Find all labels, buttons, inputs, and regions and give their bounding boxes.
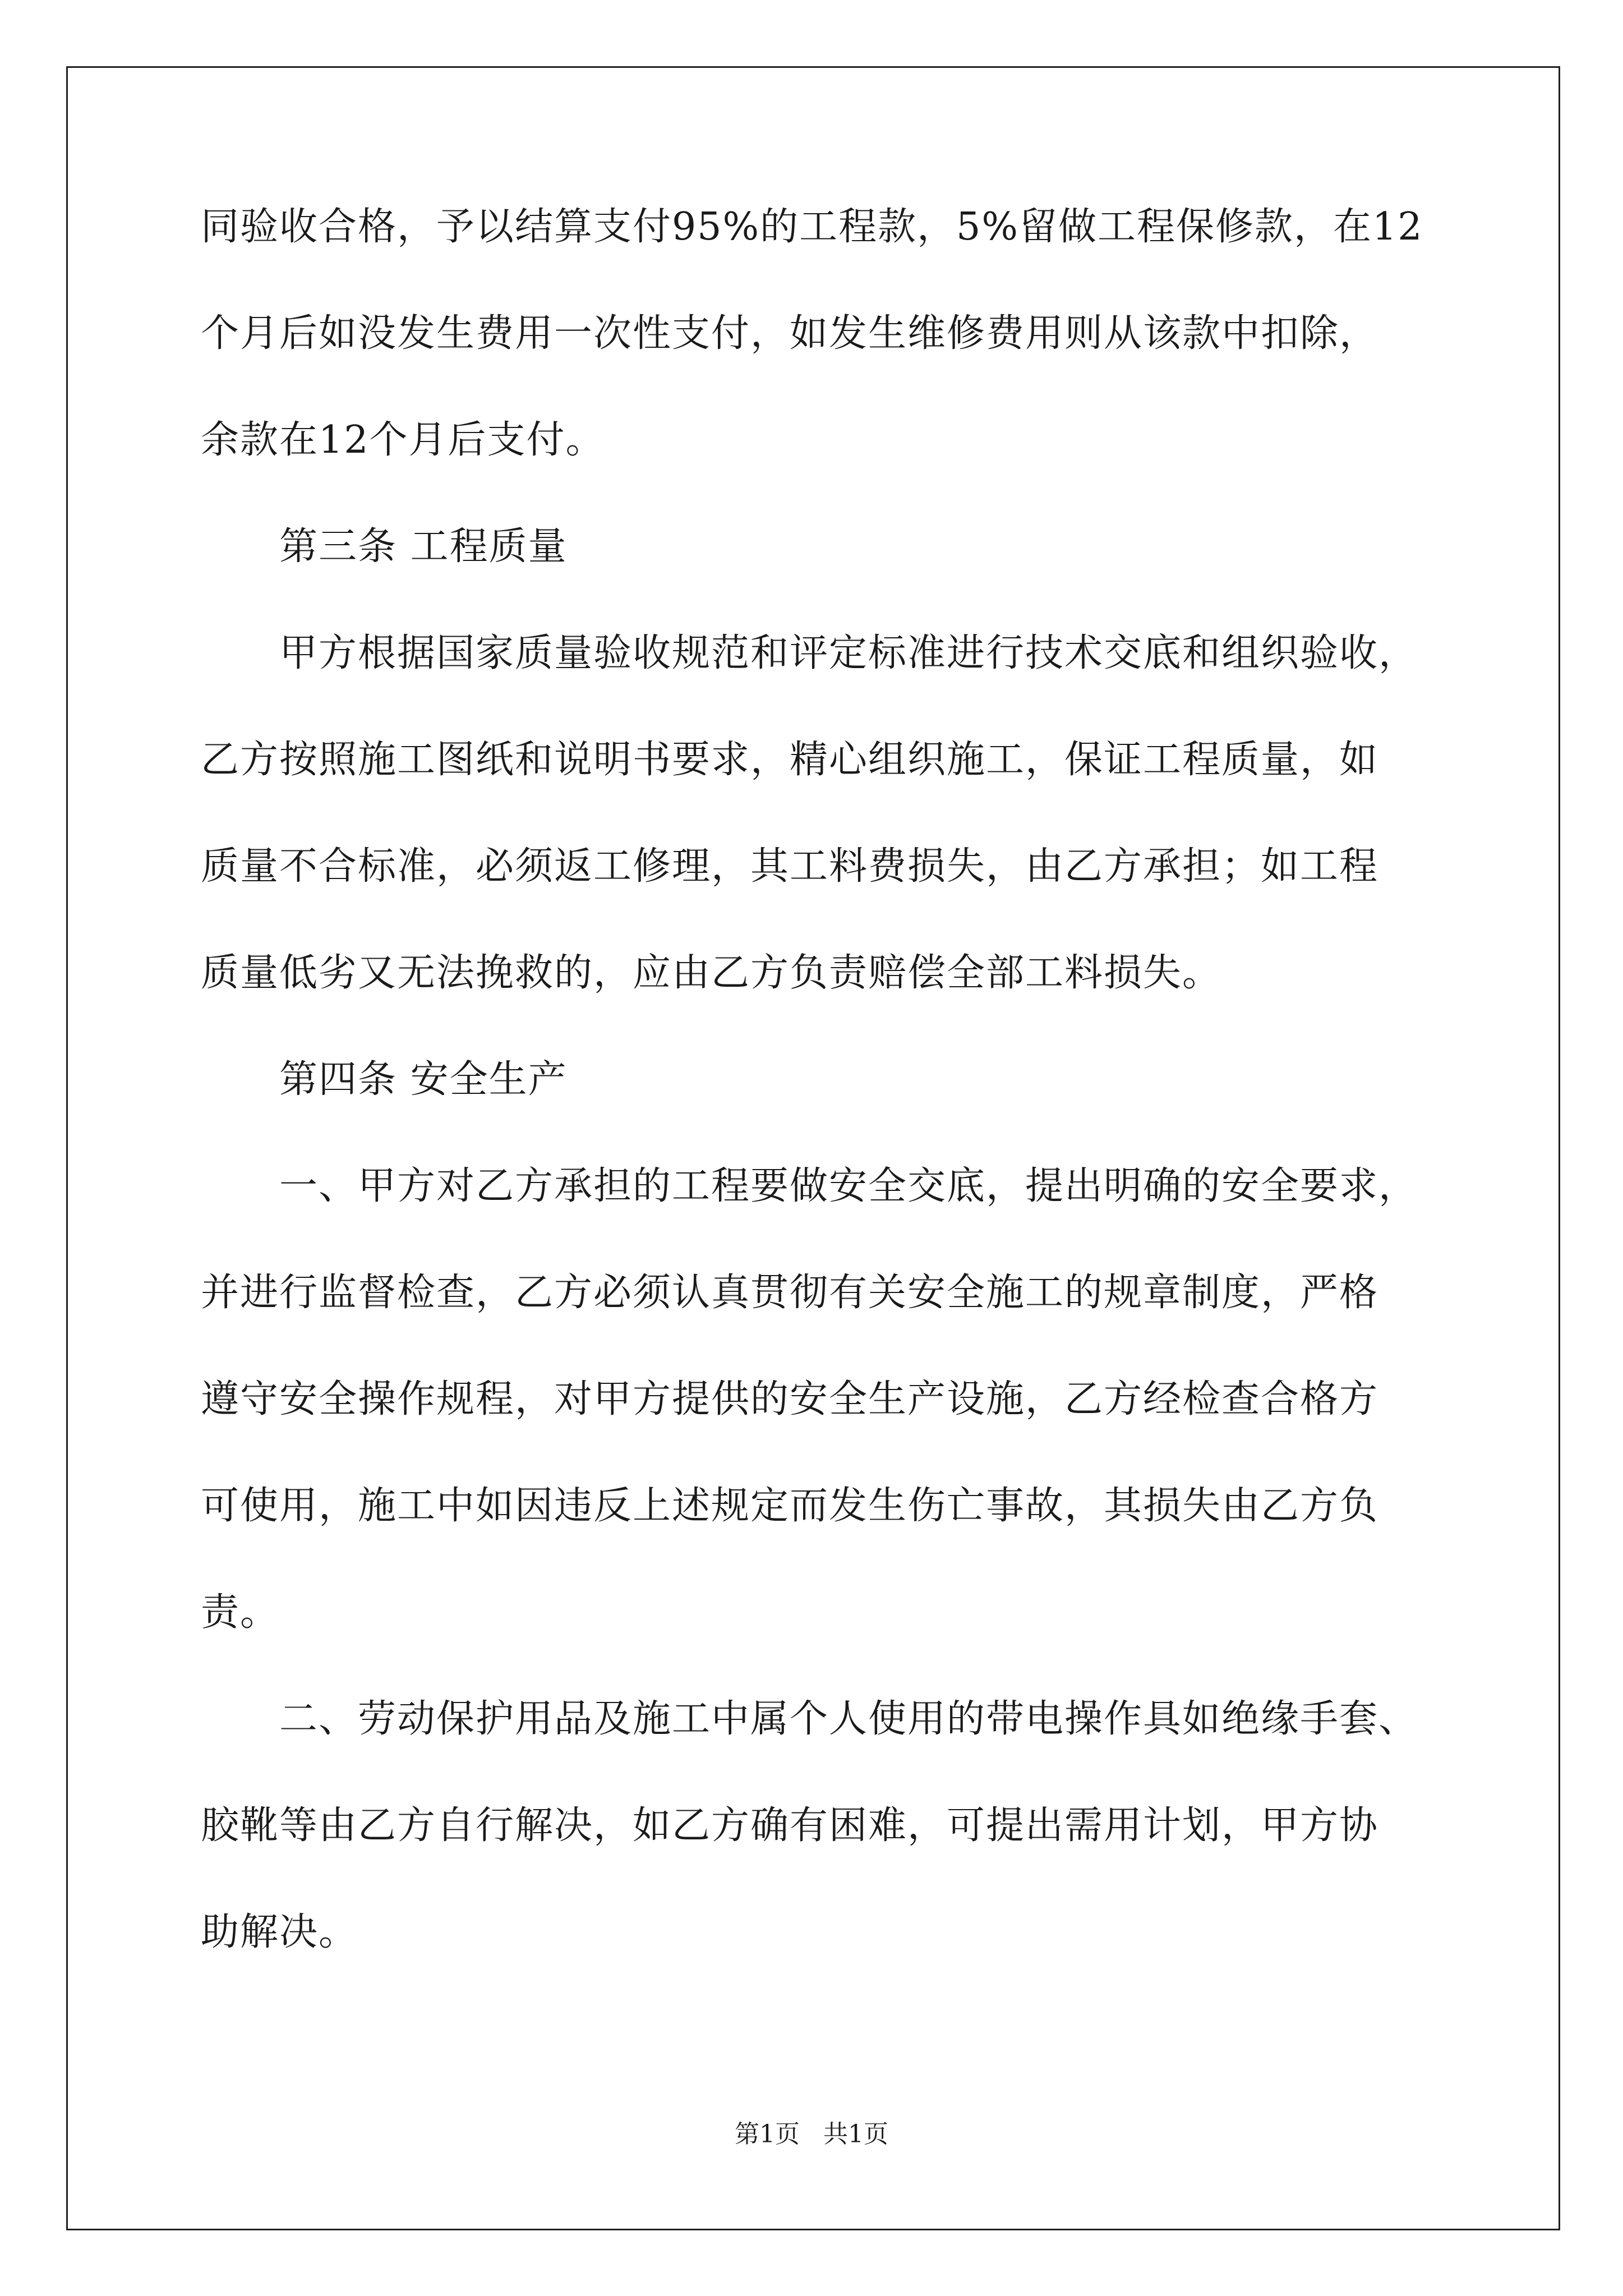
text-line: 余款在12个月后支付。 [201,418,605,462]
text-line: 质量不合标准，必须返工修理，其工料费损失，由乙方承担；如工程 [201,844,1379,889]
text-line: 遵守安全操作规程，对甲方提供的安全生产设施，乙方经检查合格方 [201,1377,1379,1421]
text-line: 二、劳动保护用品及施工中属个人使用的带电操作具如绝缘手套、 [279,1697,1418,1741]
text-line: 助解决。 [201,1910,358,1954]
page-border [66,66,1560,2230]
text-line: 并进行监督检查，乙方必须认真贯彻有关安全施工的规章制度，严格 [201,1271,1379,1315]
text-line: 乙方按照施工图纸和说明书要求，精心组织施工，保证工程质量，如 [201,738,1379,782]
text-line: 甲方根据国家质量验收规范和评定标准进行技术交底和组织验收， [279,631,1418,675]
text-line: 责。 [201,1590,280,1635]
text-line: 胶靴等由乙方自行解决，如乙方确有困难，可提出需用计划，甲方协 [201,1803,1379,1848]
text-line: 一、甲方对乙方承担的工程要做安全交底，提出明确的安全要求， [279,1164,1418,1208]
section-heading-safety: 第四条 安全生产 [279,1057,568,1102]
page-number: 第1页 [735,2120,800,2148]
text-line: 个月后如没发生费用一次性支付，如发生维修费用则从该款中扣除， [201,311,1379,356]
text-line: 同验收合格，予以结算支付95%的工程款，5%留做工程保修款，在12 [201,205,1423,249]
section-heading-quality: 第三条 工程质量 [279,524,568,569]
page-footer [0,2118,1623,2151]
text-line: 质量低劣又无法挽救的，应由乙方负责赔偿全部工料损失。 [201,951,1222,995]
text-line: 可使用，施工中如因违反上述规定而发生伤亡事故，其损失由乙方负 [201,1484,1379,1528]
page-total: 共1页 [823,2120,888,2148]
